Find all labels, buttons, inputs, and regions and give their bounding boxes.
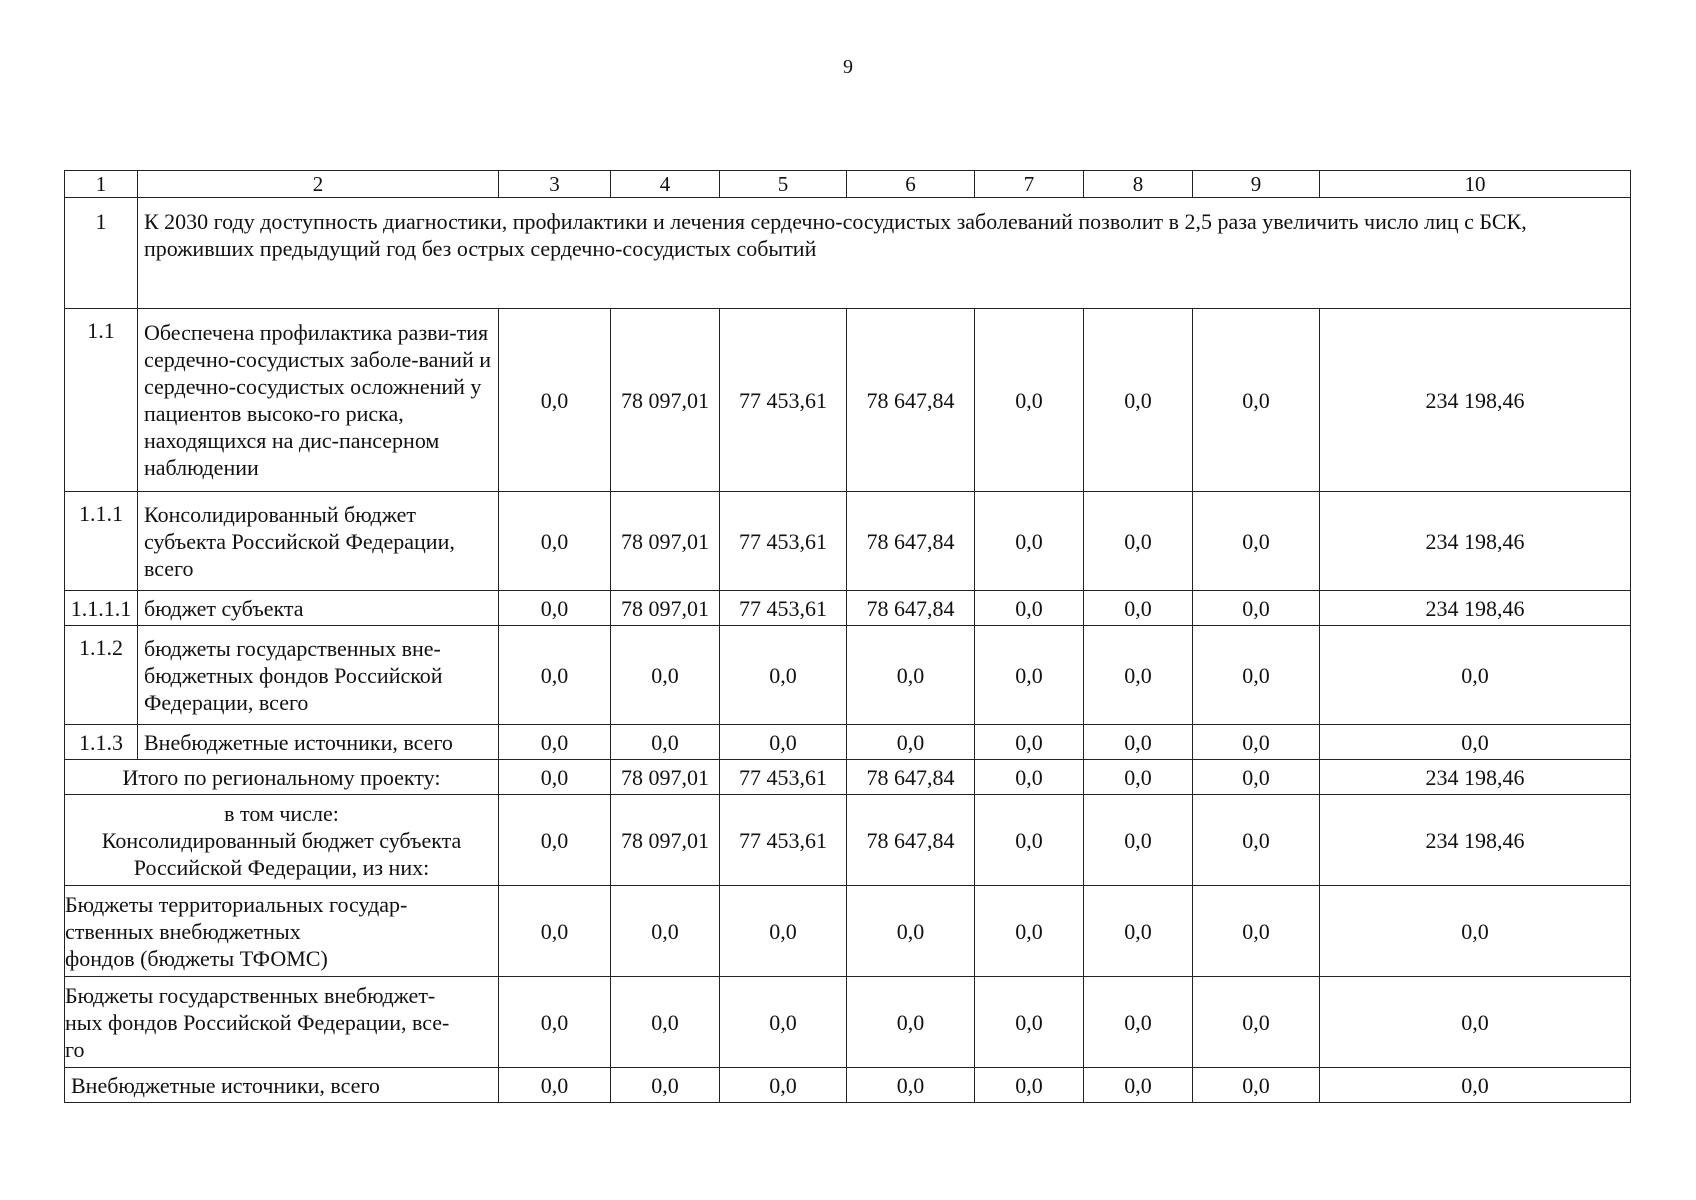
value-cell: 78 097,01 <box>611 795 720 886</box>
value-cell: 0,0 <box>975 725 1084 760</box>
value-cell: 0,0 <box>847 626 975 725</box>
goal-index: 1 <box>65 198 138 309</box>
value-cell: 0,0 <box>1320 725 1631 760</box>
value-cell: 234 198,46 <box>1320 760 1631 795</box>
value-cell: 0,0 <box>975 591 1084 626</box>
header-cell: 7 <box>975 171 1084 198</box>
row-index: 1.1.1.1 <box>65 591 138 626</box>
row-label: Внебюджетные источники, всего <box>138 725 499 760</box>
header-cell: 4 <box>611 171 720 198</box>
summary-label-line: фондов (бюджеты ТФОМС) <box>65 945 328 971</box>
value-cell: 78 647,84 <box>847 591 975 626</box>
value-cell: 0,0 <box>1320 977 1631 1068</box>
header-cell: 9 <box>1193 171 1320 198</box>
value-cell: 0,0 <box>1084 886 1193 977</box>
value-cell: 78 097,01 <box>611 760 720 795</box>
value-cell: 0,0 <box>499 591 611 626</box>
value-cell: 0,0 <box>1084 591 1193 626</box>
table-row <box>65 626 1631 725</box>
value-cell: 0,0 <box>611 886 720 977</box>
value-cell: 0,0 <box>499 795 611 886</box>
value-cell: 0,0 <box>847 886 975 977</box>
value-cell: 0,0 <box>720 626 847 725</box>
value-cell: 0,0 <box>720 725 847 760</box>
summary-row <box>65 886 1631 977</box>
summary-row <box>65 977 1631 1068</box>
value-cell: 77 453,61 <box>720 591 847 626</box>
value-cell: 0,0 <box>975 492 1084 591</box>
value-cell: 0,0 <box>975 977 1084 1068</box>
summary-row <box>65 1068 1631 1103</box>
value-cell: 234 198,46 <box>1320 795 1631 886</box>
value-cell: 0,0 <box>1084 795 1193 886</box>
summary-label-line: Бюджеты государственных внебюджет- <box>65 982 436 1008</box>
value-cell: 0,0 <box>1320 886 1631 977</box>
value-cell: 0,0 <box>499 626 611 725</box>
summary-label <box>65 795 499 886</box>
header-cell: 5 <box>720 171 847 198</box>
summary-label-line: Бюджеты территориальных государ- <box>65 891 408 917</box>
value-cell: 78 097,01 <box>611 309 720 492</box>
value-cell: 0,0 <box>847 725 975 760</box>
value-cell: 77 453,61 <box>720 760 847 795</box>
table-row <box>65 309 1631 492</box>
value-cell: 78 647,84 <box>847 795 975 886</box>
value-cell: 78 097,01 <box>611 591 720 626</box>
value-cell: 0,0 <box>499 1068 611 1103</box>
value-cell: 234 198,46 <box>1320 309 1631 492</box>
summary-label-line: го <box>65 1036 85 1062</box>
goal-text: К 2030 году доступность диагностики, профилактики и лечения сердечно-сосудистых заболеваний позволит в 2,5 раза увеличить число лиц с БСК, проживших предыдущий год без острых сердечно-сосудистых событий <box>138 198 1631 309</box>
value-cell: 0,0 <box>1320 1068 1631 1103</box>
value-cell: 0,0 <box>1084 725 1193 760</box>
value-cell: 0,0 <box>611 1068 720 1103</box>
summary-label-line: Консолидированный бюджет субъекта <box>101 827 462 853</box>
value-cell: 0,0 <box>611 977 720 1068</box>
summary-label: Внебюджетные источники, всего <box>65 1068 499 1103</box>
value-cell: 78 647,84 <box>847 309 975 492</box>
value-cell: 0,0 <box>975 309 1084 492</box>
header-cell: 6 <box>847 171 975 198</box>
row-index: 1.1.2 <box>65 626 138 725</box>
value-cell: 0,0 <box>499 760 611 795</box>
financing-table <box>64 170 1631 1103</box>
value-cell: 0,0 <box>1193 591 1320 626</box>
value-cell: 0,0 <box>499 725 611 760</box>
value-cell: 77 453,61 <box>720 309 847 492</box>
row-label: Обеспечена профилактика разви-тия сердечно-сосудистых заболе-ваний и сердечно-сосудистых осложнений у пациентов высоко-го риска, находящихся на дис-пансерном наблюдении <box>138 309 499 492</box>
summary-label: Итого по региональному проекту: <box>65 760 499 795</box>
value-cell: 0,0 <box>611 725 720 760</box>
table-row <box>65 591 1631 626</box>
value-cell: 0,0 <box>1193 977 1320 1068</box>
value-cell: 0,0 <box>1084 309 1193 492</box>
value-cell: 0,0 <box>499 492 611 591</box>
value-cell: 0,0 <box>1084 626 1193 725</box>
goal-row <box>65 198 1631 309</box>
value-cell: 0,0 <box>499 309 611 492</box>
value-cell: 0,0 <box>1193 492 1320 591</box>
value-cell: 0,0 <box>1193 795 1320 886</box>
value-cell: 78 647,84 <box>847 760 975 795</box>
value-cell: 78 097,01 <box>611 492 720 591</box>
value-cell: 0,0 <box>720 886 847 977</box>
summary-label <box>65 886 499 977</box>
row-index: 1.1.3 <box>65 725 138 760</box>
row-index: 1.1 <box>65 309 138 492</box>
value-cell: 0,0 <box>1193 626 1320 725</box>
header-cell: 2 <box>138 171 499 198</box>
table-row <box>65 492 1631 591</box>
value-cell: 0,0 <box>1320 626 1631 725</box>
value-cell: 0,0 <box>1193 760 1320 795</box>
value-cell: 0,0 <box>499 977 611 1068</box>
value-cell: 0,0 <box>1193 1068 1320 1103</box>
summary-label-line: в том числе: <box>224 800 339 826</box>
row-index: 1.1.1 <box>65 492 138 591</box>
value-cell: 78 647,84 <box>847 492 975 591</box>
value-cell: 0,0 <box>975 886 1084 977</box>
summary-label-line: ных фондов Российской Федерации, все- <box>65 1009 450 1035</box>
header-cell: 3 <box>499 171 611 198</box>
value-cell: 0,0 <box>975 626 1084 725</box>
value-cell: 0,0 <box>975 1068 1084 1103</box>
value-cell: 0,0 <box>1084 760 1193 795</box>
row-label: бюджеты государственных вне-бюджетных фондов Российской Федерации, всего <box>138 626 499 725</box>
value-cell: 0,0 <box>975 795 1084 886</box>
value-cell: 0,0 <box>847 1068 975 1103</box>
value-cell: 0,0 <box>1084 492 1193 591</box>
row-label: Консолидированный бюджет субъекта Российской Федерации, всего <box>138 492 499 591</box>
table-header-row <box>65 171 1631 198</box>
value-cell: 0,0 <box>499 886 611 977</box>
value-cell: 77 453,61 <box>720 795 847 886</box>
page-number: 9 <box>843 56 853 78</box>
header-cell: 1 <box>65 171 138 198</box>
value-cell: 0,0 <box>847 977 975 1068</box>
summary-row <box>65 760 1631 795</box>
header-cell: 10 <box>1320 171 1631 198</box>
value-cell: 0,0 <box>1193 309 1320 492</box>
summary-label-line: Российской Федерации, из них: <box>133 854 430 880</box>
value-cell: 0,0 <box>1084 977 1193 1068</box>
value-cell: 0,0 <box>720 1068 847 1103</box>
table-row <box>65 725 1631 760</box>
value-cell: 77 453,61 <box>720 492 847 591</box>
row-label: бюджет субъекта <box>138 591 499 626</box>
header-cell: 8 <box>1084 171 1193 198</box>
value-cell: 0,0 <box>975 760 1084 795</box>
value-cell: 0,0 <box>1084 1068 1193 1103</box>
value-cell: 234 198,46 <box>1320 492 1631 591</box>
value-cell: 0,0 <box>611 626 720 725</box>
value-cell: 0,0 <box>720 977 847 1068</box>
value-cell: 0,0 <box>1193 886 1320 977</box>
summary-row <box>65 795 1631 886</box>
value-cell: 0,0 <box>1193 725 1320 760</box>
summary-label <box>65 977 499 1068</box>
summary-label-line: ственных внебюджетных <box>65 918 301 944</box>
value-cell: 234 198,46 <box>1320 591 1631 626</box>
